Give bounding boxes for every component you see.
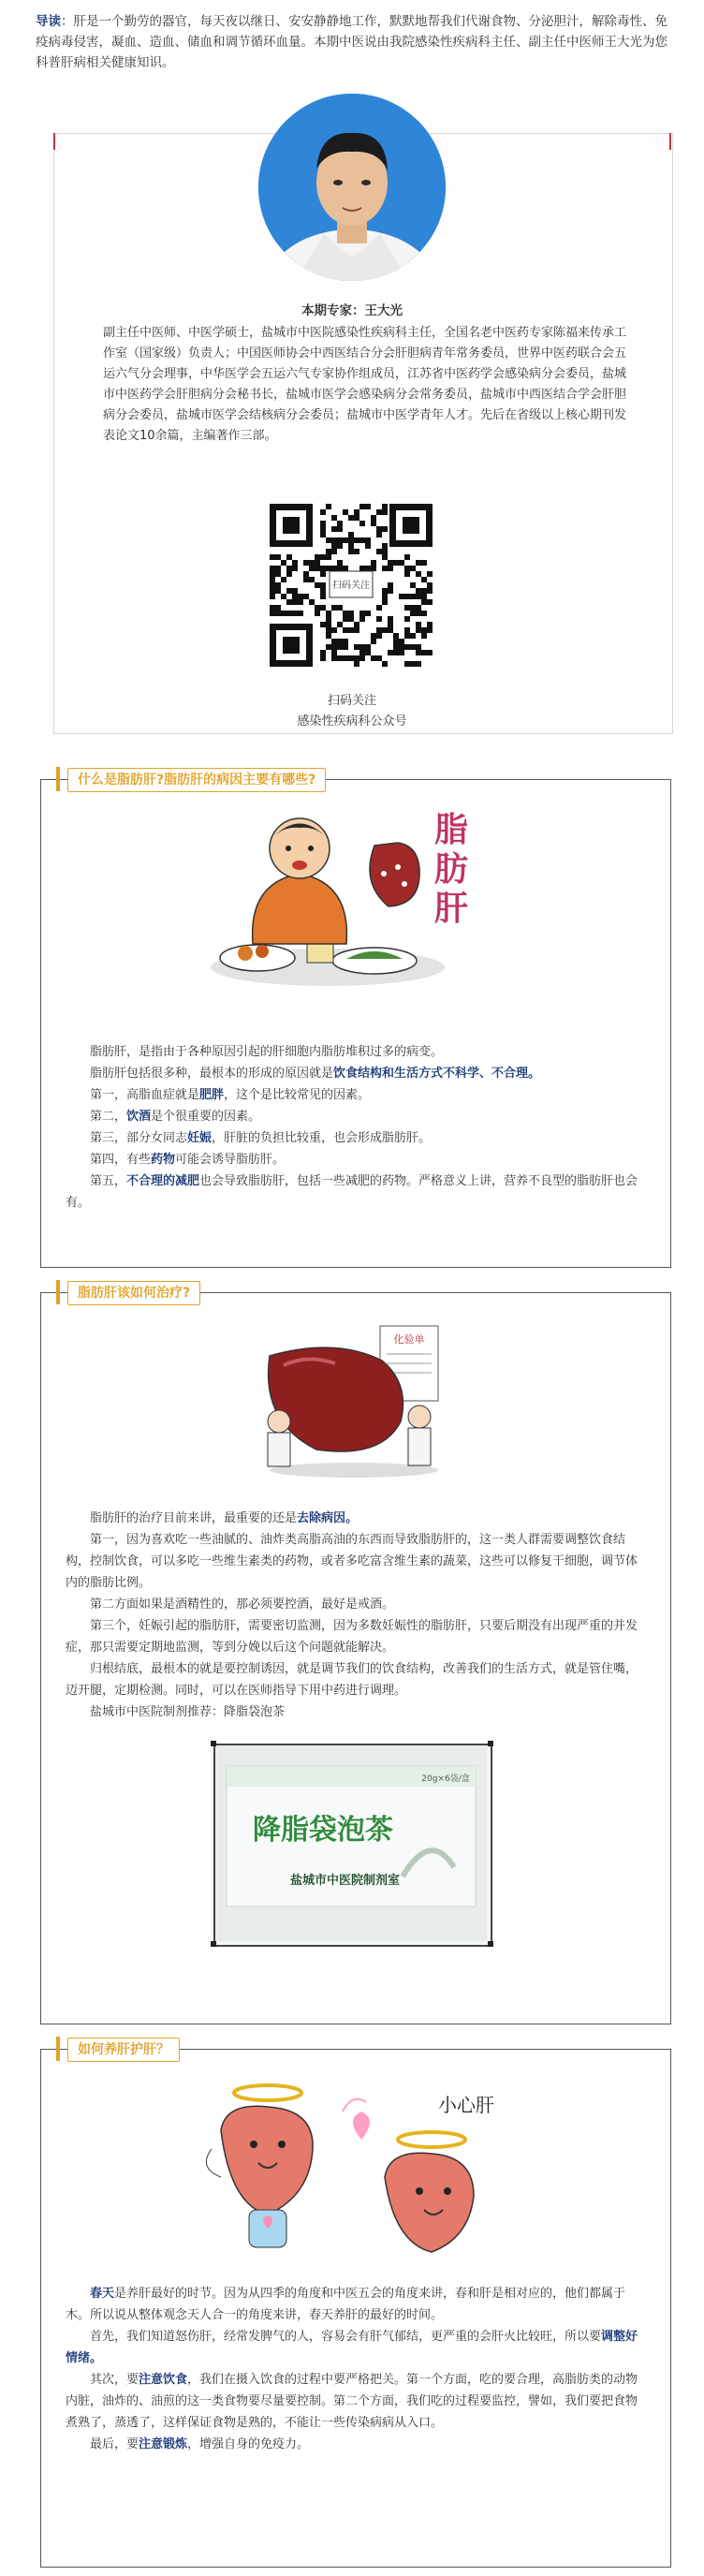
section3-p3: 其次，要注意饮食，我们在摄入饮食的过程中要严格把关。第一个方面，吃的要合理，高脂肪类的动物内脏，油炸的、油煎的这一类食物要尽量要控制。第二个方面，我们吃的过程要监控，譬如，我们要把食物煮熟了，蒸透了，这样保证食物是熟的，不能让一些传染病病从入口。 [66, 2373, 638, 2430]
product-name: 降脂袋泡茶 [253, 1814, 393, 1847]
section1-l1: 第一，高脂血症就是肥胖，这个是比较常见的因素。 [90, 1088, 371, 1102]
section-tag-bar [56, 2037, 60, 2061]
expert-avatar [258, 94, 446, 281]
image-corner-dot [488, 1941, 493, 1947]
section2-p3: 第二方面如果是酒精性的，那必须要控酒，最好是戒酒。 [90, 1597, 395, 1612]
section3-p1: 春天是养肝最好的时节。因为从四季的角度和中医五会的角度来讲，春和肝是相对应的，他们都属于木。所以说从整体观念天人合一的角度来讲，春天养肝的最好的时间。 [66, 2287, 626, 2322]
illus-caption: 小心肝 [438, 2094, 494, 2116]
section2-p6: 盐城市中医院制剂推荐：降脂袋泡茶 [90, 1705, 286, 1719]
qr-caption [187, 691, 517, 732]
illus-char-1: 脂 [433, 811, 469, 849]
image-corner-dot [488, 1741, 493, 1746]
illus-char-2: 肪 [433, 850, 469, 889]
intro-lead: 导读 [36, 14, 61, 29]
qr-center-label: 扫码关注 [332, 581, 370, 591]
section3-p4: 最后，要注意锻炼，增强自身的免疫力。 [90, 2437, 310, 2451]
svg-text:化验单: 化验单 [393, 1333, 425, 1346]
section3-body [66, 2283, 646, 2455]
section1-l4: 第四，有些药物可能会诱导脂肪肝。 [90, 1153, 286, 1167]
intro-paragraph [36, 11, 668, 73]
product-maker: 盐城市中医院制剂室 [290, 1874, 401, 1888]
illus-char-3: 肝 [433, 890, 469, 928]
image-corner-dot [211, 1941, 216, 1947]
section2-p2: 第一，因为喜欢吃一些油腻的、油炸类高脂高油的东西而导致脂肪肝的，这一类人群需要调整饮食结构，控制饮食，可以多吃一些维生素类的药物，或者多吃富含维生素的蔬菜，这些可以修复干细胞，调节体内的脂肪比例。 [66, 1533, 638, 1590]
section2-p4: 第三个，妊娠引起的脂肪肝，需要密切监测，因为多数妊娠性的脂肪肝，只要后期没有出现严重的并发症，那只需要定期地监测，等到分娩以后这个问题就能解决。 [66, 1619, 638, 1655]
card-corner-accent [53, 133, 55, 150]
qr-code[interactable] [262, 496, 440, 674]
expert-name: 本期专家：王大光 [301, 303, 403, 318]
image-corner-dot [211, 1741, 216, 1746]
section1-l5: 第五，不合理的减肥也会导致脂肪肝，包括一些减肥的药物。严格意义上讲，营养不良型的脂肪肝也会有。 [66, 1174, 638, 1210]
section1-tag: 什么是脂肪肝?脂肪肝的病因主要有哪些? [67, 768, 326, 792]
card-corner-accent [669, 133, 671, 150]
section1-body [66, 1041, 646, 1214]
section1-p2: 脂肪肝包括很多种，最根本的形成的原因就是饮食结构和生活方式不科学、不合理。 [90, 1067, 541, 1081]
section1-l3: 第三，部分女同志妊娠，肝脏的负担比较重，也会形成脂肪肝。 [90, 1131, 432, 1145]
expert-bio: 副主任中医师、中医学硕士，盐城市中医院感染性疾病科主任，全国名老中医药专家陈福来传承工作室（国家级）负责人；中国医师协会中西医结合分会肝胆病青年常务委员，世界中医药联合会五运六气分会理事，中华医学会五运六气专家协作组成员，江苏省中医药学会感染病分会委员，盐城市中医药学会肝胆病分会秘书长，盐城市医学会感染病分会常务委员，盐城市中西医结合学会肝胆病分会委员，盐城市医学会结核病分会委员；盐城市中医学青年人才。先后在省级以上核心期刊发表论文10余篇，主编著作三部。 [103, 326, 627, 443]
qr-caption-line1: 扫码关注 [327, 694, 376, 708]
section2-body [66, 1508, 646, 1723]
section3-tag: 如何养肝护肝？ [67, 2038, 180, 2062]
section3-p2: 首先，我们知道怒伤肝，经常发脾气的人，容易会有肝气郁结，更严重的会肝火比较旺，所以要调整好情绪。 [66, 2330, 638, 2365]
section2-p1: 脂肪肝的治疗目前来讲，最重要的还是去除病因。 [90, 1511, 359, 1525]
product-spec: 20g×6袋/盒 [421, 1774, 470, 1784]
section2-p5: 归根结底，最根本的就是要控制诱因，就是调节我们的饮食结构，改善我们的生活方式，就是管住嘴，迈开腿，定期检测。同时，可以在医师指导下用中药进行调理。 [66, 1662, 638, 1698]
liver-care-illustration [202, 2074, 511, 2275]
product-image [213, 1744, 492, 1947]
section-tag-bar [56, 767, 60, 791]
section-tag-bar [56, 1280, 60, 1304]
section1-l2: 第二，饮酒是个很重要的因素。 [90, 1110, 261, 1124]
qr-caption-line2: 感染性疾病科公众号 [297, 714, 407, 729]
section2-tag: 脂肪肝该如何治疗? [67, 1281, 200, 1305]
section1-p1: 脂肪肝，是指由于各种原因引起的肝细胞内脂肪堆积过多的病变。 [90, 1045, 444, 1059]
fatty-liver-illustration [197, 794, 477, 995]
treatment-illustration [242, 1309, 466, 1482]
intro-text: ：肝是一个勤劳的器官，每天夜以继日、安安静静地工作，默默地帮我们代谢食物、分泌胆汁，解除毒性、免疫病毒侵害，凝血、造血、储血和调节循环血量。本期中医说由我院感染性疾病科主任、副主任中医师王大光为您科普肝病相关健康知识。 [36, 14, 667, 70]
